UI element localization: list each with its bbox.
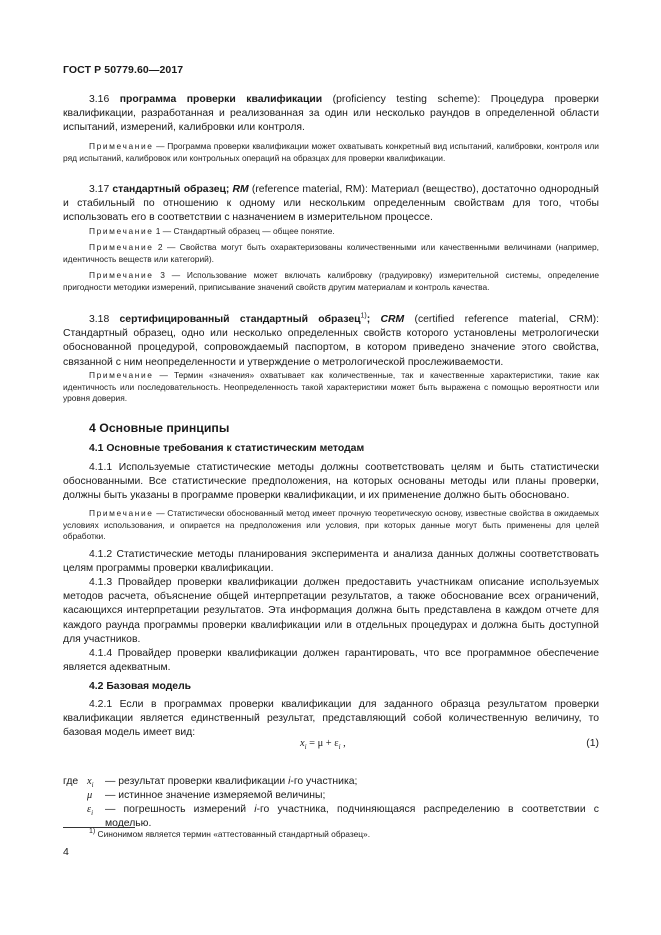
- definition-3-18: (certified reference material, CRM): Стандартный образец, одно или несколько определенных свойств которого установлены метрологически обоснованной процедурой, сопровождаемый паспортом, в котором приведено значение этого свойства, связанной с ним неопределенности и утверждение о метрологической прослеживаемости.: [63, 314, 599, 368]
- legend-row-epsilon: $\varepsilon_i$ — погрешность измерений i-го участника, подчиняющаяся распределению в соответствии с моделью.: [87, 804, 599, 829]
- section-4-title: 4 Основные принципы: [89, 421, 230, 435]
- term-3-17: стандартный образец;: [112, 184, 233, 195]
- abbr-rm: RM: [232, 184, 249, 195]
- footnote-divider: [63, 827, 135, 828]
- legend-row-x: где $x_i$ — результат проверки квалификации i-го участника;: [63, 776, 358, 790]
- clause-4-1-2: 4.1.2 Статистические методы планирования эксперимента и анализа данных должны соответствовать целям программы проверки квалификации.: [63, 549, 599, 575]
- term-3-18: сертифицированный стандартный образец: [119, 314, 361, 325]
- clause-4-2-1: 4.2.1 Если в программах проверки квалификации для заданного образца результатом проверки квалификации является единственный результат, представляющий собой количественную величину, то базовая модель имеет вид:: [63, 699, 599, 739]
- note-3-17-2: Примечание 2 — Свойства могут быть охарактеризованы количественными или качественными величинами (например, идентичность веществ или категорий).: [63, 242, 599, 264]
- abbr-crm: CRM: [380, 314, 405, 325]
- note-3-16: Примечание — Программа проверки квалификации может охватывать конкретный вид испытаний, калибровки, контроля или ряд испытаний, калибровок или контрольных операций на образцах для проверки квалификации.: [63, 141, 599, 163]
- document-header: ГОСТ Р 50779.60—2017: [63, 64, 184, 76]
- footnote: $^{1)}$ Синонимом является термин «аттестованный стандартный образец».: [89, 828, 371, 839]
- legend-row-mu: μ — истинное значение измеряемой величины;: [87, 790, 326, 801]
- clause-3-18: 3.18 сертифицированный стандартный образец$^{1)}$; CRM (certified reference material, CRM): Стандартный образец, одно или несколько определенных свойств которого установлены метрологически обоснованной процедурой, сопровождаемый паспортом, в котором приведено значение этого свойства, связанной с ним неопределенности и утверждение о метрологической прослеживаемости.: [63, 312, 599, 368]
- formula-number: (1): [586, 738, 599, 749]
- note-3-18: Примечание — Термин «значения» охватывает как количественные, так и качественные характеристики, такие как идентичность или последовательность. Неопределенность такой характеристики может быть выражена с помощью вероятности или уровня доверия.: [63, 370, 599, 404]
- clause-4-1-4: 4.1.4 Провайдер проверки квалификации должен гарантировать, что все программное обеспечение является адекватным.: [63, 648, 599, 674]
- clause-3-17: 3.17 стандартный образец; RM (reference material, RM): Материал (вещество), достаточно однородный и стабильный по отношению к одному или нескольким определенным свойствам для того, чтобы использовать его в соответствии с назначением в измерительном процессе.: [63, 184, 599, 224]
- term-3-16: программа проверки квалификации: [119, 94, 323, 105]
- footnote-ref: 1): [360, 312, 367, 320]
- note-4-1-1: Примечание — Статистически обоснованный метод имеет прочную теоретическую основу, известные свойства в ожидаемых условиях использования, и опирается на предположения или условия, при которых данные могут быть применены для целей обработки.: [63, 508, 599, 542]
- clause-4-1-3: 4.1.3 Провайдер проверки квалификации должен предоставить участникам описание используемых методов расчета, объяснение общей интерпретации результатов, а также обоснование всех ограничений, касающихся интерпретации результатов. Эта информация должна быть представлена в каждом отчете для каждого раунда программы проверки квалификации или в отдельных процедурах и должна быть доступной для участников.: [63, 577, 599, 645]
- clause-3-16: 3.16 программа проверки квалификации (proficiency testing scheme): Процедура проверки квалификации, разработанная и реализованная за один или несколько раундов в определенной области испытаний, измерений, калибровки или контроля.: [63, 94, 599, 134]
- definition-3-16: (proficiency testing scheme): Процедура проверки квалификации, разработанная и реализованная за один или несколько раундов в определенной области испытаний, измерений, калибровки или контроля.: [63, 94, 599, 134]
- subsection-4-1-title: 4.1 Основные требования к статистическим методам: [89, 443, 365, 454]
- subsection-4-2-title: 4.2 Базовая модель: [89, 681, 192, 692]
- page-number: 4: [63, 846, 69, 858]
- definition-3-17: (reference material, RM): Материал (вещество), достаточно однородный и стабильный по отношению к одному или нескольким определенным свойствам для того, чтобы использовать его в соответствии с назначением в измерительном процессе.: [63, 184, 599, 224]
- formula-legend: [63, 775, 599, 831]
- note-3-17-1: Примечание 1 — Стандартный образец — общее понятие.: [89, 226, 335, 236]
- formula-1: $x_i = \mu + \varepsilon_i$ , (1): [300, 738, 599, 752]
- clause-4-1-1: 4.1.1 Используемые статистические методы должны соответствовать целям и быть статистически обоснованными. Все статистические предположения, на которых основаны методы или планы проверки, должны быть указаны в программе проверки квалификации, и их применение должно быть обосновано.: [63, 462, 599, 502]
- note-label: Примечание: [89, 141, 154, 151]
- note-3-17-3: Примечание 3 — Использование может включать калибровку (градуировку) измерительной системы, определение пригодности методики измерений, приписывание значений свойств другим материалам и контроль качества.: [63, 270, 599, 292]
